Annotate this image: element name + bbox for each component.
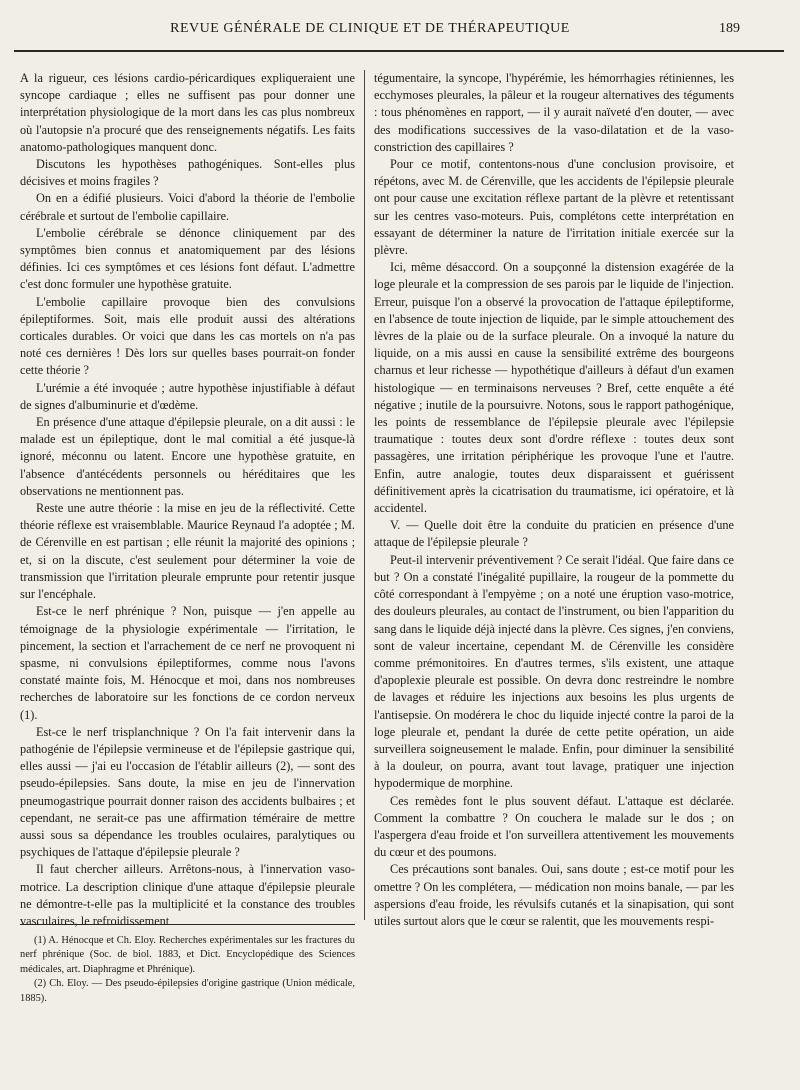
column-divider (364, 70, 365, 920)
paragraph: Pour ce motif, contentons-nous d'une conclusion provisoire, et répétons, avec M. de Cérenville, que les accidents de l'épilepsie pleurale ont pour cause une excitation réflexe partant de la plèvre et retentissant sur les centres vaso-moteurs. Puis, complétons cette interprétation en essayant de déterminer la nature de l'irritation initiale exercée sur la plèvre. (374, 157, 734, 258)
paragraph: Est-ce le nerf trisplanchnique ? On l'a fait intervenir dans la pathogénie de l'épilepsie vermineuse et de l'épilepsie gastrique qui, elles aussi — j'ai eu l'occasion de l'établir ailleurs (2), — sont des pseudo-épilepsies. Sans doute, la mise en jeu de l'innervation pneumogastrique pourrait donner raison des accidents bulbaires ; et cependant, ne serait-ce pas une affirmation téméraire de mettre aussi sous sa dépendance les troubles oculaires, paralytiques ou psychiques de l'attaque d'épilepsie pleurale ? (20, 724, 355, 860)
paragraph: Il faut chercher ailleurs. Arrêtons-nous, à l'innervation vaso-motrice. La description clinique d'une attaque d'épilepsie pleurale ne démontre-t-elle pas la multiplicité et la constance des troubles vasculaires, le refroidissement (20, 862, 355, 928)
paragraph: En présence d'une attaque d'épilepsie pleurale, on a dit aussi : le malade est un épileptique, dont le mal comitial a été jusque-là ignoré, méconnu ou latent. Encore une hypothèse gratuite, en l'absence d'antécédents personnels ou héréditaires que les observations ne mentionnent pas. (20, 415, 355, 498)
paragraph: Reste une autre théorie : la mise en jeu de la réflectivité. Cette théorie réflexe est vraisemblable. Maurice Reynaud l'a adoptée ; M. de Cérenville en est partisan ; elle réunit la majorité des opinions ; et, si on la discute, c'est seulement pour déterminer la voie de transmission que l'irritation pleurale emprunte pour retentir jusque sur l'encéphale. (20, 501, 355, 602)
paragraph: tégumentaire, la syncope, l'hypérémie, les hémorrhagies rétiniennes, les ecchymoses pleurales, la pâleur et la rougeur alternatives des téguments : tous phénomènes en rapport, — il y aurait naïveté d'en douter, — avec des modifications successives de la vaso-dilatation et de la vaso-constriction des capillaires ? (374, 71, 734, 154)
footnotes (20, 934, 355, 1006)
paragraph: Discutons les hypothèses pathogéniques. Sont-elles plus décisives et moins fragiles ? (20, 157, 355, 189)
page-header (0, 0, 800, 44)
paragraph: Ici, même désaccord. On a soupçonné la distension exagérée de la loge pleurale et la compression de ses parois par le liquide de l'injection. Erreur, puisque l'on a observé la provocation de l'attaque épileptiforme, en l'absence de toute injection de liquide, par le simple attouchement des lèvres de la plaie ou de la surface pleurale. On a invoqué la nature du liquide, on a mis aussi en cause la sensibilité extrême des bourgeons charnus et leur richesse — hypothétique d'ailleurs à défaut d'un examen histologique — en terminaisons nerveuses ? Bref, cette enquête a été négative ; inutile de la poursuivre. Notons, sous le rapport pathogénique, les points de ressemblance de l'épilepsie pleurale avec l'épilepsie traumatique : toutes deux sont d'ordre réflexe : toutes deux sont passagères, une irritation périphérique les provoque l'une et l'autre. Enfin, autre analogie, toutes deux disparaissent et guérissent définitivement après la cicatrisation du traumatisme, ici opératoire, et là accidentel. (374, 260, 734, 516)
paragraph: On en a édifié plusieurs. Voici d'abord la théorie de l'embolie cérébrale et surtout de l'embolie capillaire. (20, 191, 355, 223)
left-column (20, 70, 355, 930)
paragraph: V. — Quelle doit être la conduite du praticien en présence d'une attaque de l'épilepsie pleurale ? (374, 518, 734, 550)
paragraph: Est-ce le nerf phrénique ? Non, puisque — j'en appelle au témoignage de la physiologie expérimentale — l'irritation, le pincement, la section et l'arrachement de ce nerf ne provoquent ni spasme, ni convulsions épileptiformes, comme nous l'avons constaté mainte fois, M. Hénocque et moi, dans nos nombreuses recherches de laboratoire sur les fonctions de ce cordon nerveux (1). (20, 604, 355, 722)
footnote: (1) A. Hénocque et Ch. Eloy. Recherches expérimentales sur les fractures du nerf phrénique (Soc. de biol. 1883, et Dict. Encyclopédique des Sciences médicales, art. Diaphragme et Phrénique). (20, 935, 355, 975)
paragraph: L'embolie cérébrale se dénonce cliniquement par des symptômes bien connus et anatomiquement par des lésions définies. Ici ces symptômes et ces lésions font défaut. L'admettre c'est donc formuler une hypothèse gratuite. (20, 225, 355, 292)
running-head: REVUE GÉNÉRALE DE CLINIQUE ET DE THÉRAPEUTIQUE (170, 21, 570, 36)
paragraph: L'urémie a été invoquée ; autre hypothèse injustifiable à défaut de signes d'albuminurie et d'œdème. (20, 380, 355, 412)
paragraph: Peut-il intervenir préventivement ? Ce serait l'idéal. Que faire dans ce but ? On a constaté l'inégalité pupillaire, la rougeur de la pommette du côté correspondant à l'empyème ; on a noté une éruption vaso-motrice, des douleurs pleurales, au contact de l'instrument, ou bien l'apparition du sang dans le liquide déjà injecté dans la plèvre. Ces signes, j'en conviens, sont de valeur incertaine, cependant M. de Cérenville les considère comme prémonitoires. En d'autres termes, s'ils existent, une attaque d'apoplexie pleurale est possible. On devra donc restreindre le nombre de lavages et réduire les injections aux besoins les plus urgents de l'antisepsie. On modérera le choc du liquide injecté contre la paroi de la loge pleurale et, pendant la durée de cette petite opération, un aide surveillera soigneusement le malade. Enfin, pour diminuer la sensibilité à la douleur, on pourra, avant tout lavage, pratiquer une injection hypodermique de morphine. (374, 552, 734, 791)
footnote-rule (20, 924, 355, 925)
paragraph: Ces précautions sont banales. Oui, sans doute ; est-ce motif pour les omettre ? On les complétera, — médication non moins banale, — par les aspersions d'eau froide, les révulsifs cutanés et la sinapisation, qui sont utiles surtout alors que le cœur se ralentit, que les mouvements respi- (374, 862, 734, 928)
header-rule (14, 50, 784, 52)
page-number: 189 (719, 21, 740, 36)
footnote: (2) Ch. Eloy. — Des pseudo-épilepsies d'origine gastrique (Union médicale, 1885). (20, 978, 355, 1004)
paragraph: Ces remèdes font le plus souvent défaut. L'attaque est déclarée. Comment la combattre ? On couchera le malade sur le dos ; on l'aspergera d'eau froide et l'on surveillera attentivement les mouvements du cœur et des poumons. (374, 793, 734, 860)
paragraph: A la rigueur, ces lésions cardio-péricardiques expliqueraient une syncope cardiaque ; elles ne suffisent pas pour donner une interprétation physiologique de la mort dans les cas plus nombreux où l'autopsie n'a procuré que des renseignements négatifs. Les faits anatomo-pathologiques manquent donc. (20, 71, 355, 154)
paragraph: L'embolie capillaire provoque bien des convulsions épileptiformes. Soit, mais elle produit aussi des altérations corticales durables. Or voici que dans les cas mortels on n'a pas noté ces dernières ! Dès lors sur quelles bases pourrait-on fonder cette théorie ? (20, 294, 355, 378)
right-column (374, 70, 734, 930)
